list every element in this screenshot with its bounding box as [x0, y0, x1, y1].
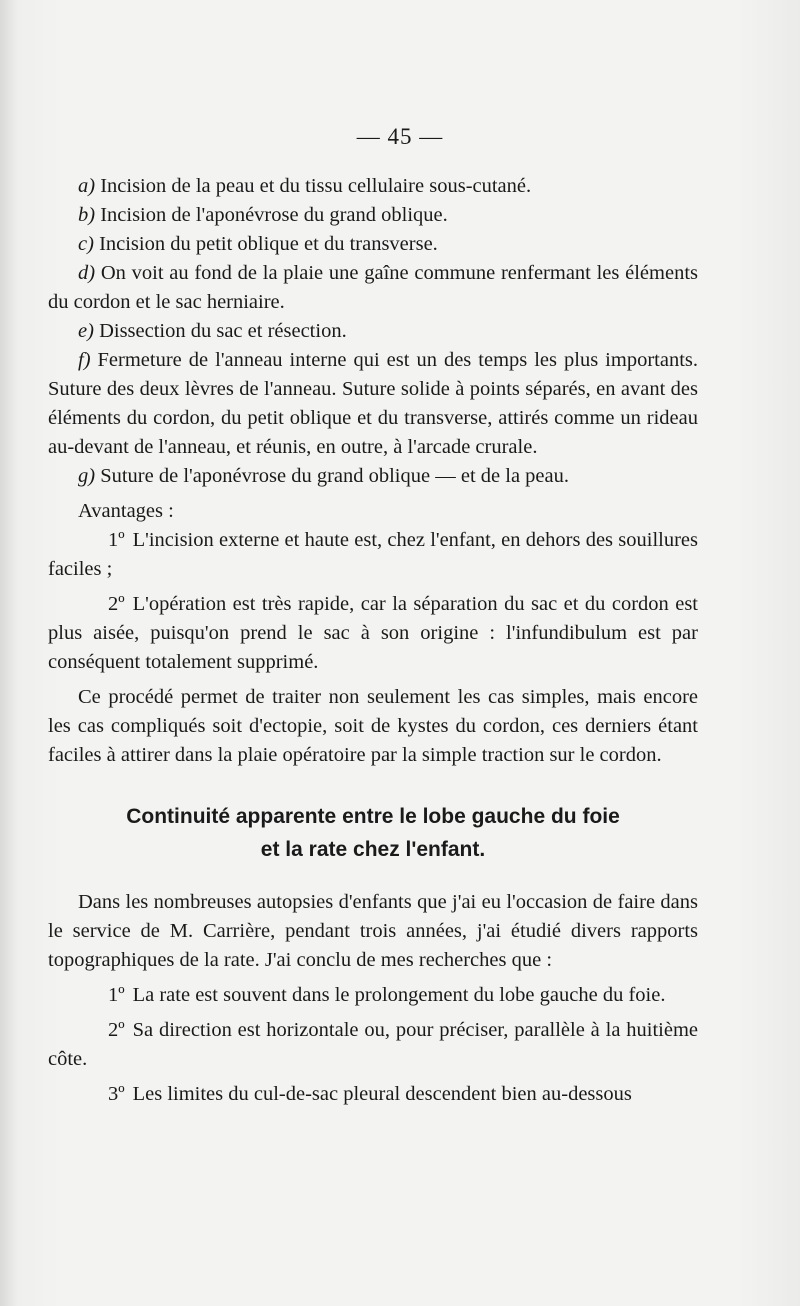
- finding-2: [48, 1016, 698, 1074]
- item-number: 1º: [108, 984, 125, 1006]
- item-text: L'incision externe et haute est, chez l'enfant, en dehors des souillures faciles ;: [48, 529, 698, 580]
- advantages-title: Avantages :: [78, 500, 174, 522]
- step-text: Incision de la peau et du tissu cellulaire sous-cutané.: [100, 175, 532, 197]
- step-a: [48, 172, 698, 201]
- item-number: 3º: [108, 1083, 125, 1105]
- step-c: [48, 230, 698, 259]
- step-marker: f): [78, 349, 91, 371]
- step-e: [48, 317, 698, 346]
- section-heading: [48, 800, 698, 866]
- step-text: Suture de l'aponévrose du grand oblique — et de la peau.: [100, 465, 569, 487]
- step-marker: b): [78, 204, 96, 226]
- step-text: Dissection du sac et résection.: [99, 320, 347, 342]
- section-intro: Dans les nombreuses autopsies d'enfants que j'ai eu l'occasion de faire dans le service de M. Carrière, pendant trois années, j'ai étudié divers rapports topographiques de la rate. J'ai conclu de mes recherches que :: [48, 891, 698, 971]
- section-title-line-1: Continuité apparente entre le lobe gauche du foie: [126, 805, 620, 828]
- item-text: La rate est souvent dans le prolongement du lobe gauche du foie.: [132, 984, 666, 1006]
- step-marker: c): [78, 233, 94, 255]
- item-text: Les limites du cul-de-sac pleural descendent bien au-dessous: [132, 1083, 632, 1105]
- item-number: 2º: [108, 1019, 125, 1041]
- step-marker: d): [78, 262, 96, 284]
- step-text: Fermeture de l'anneau interne qui est un des temps les plus importants. Suture des deux lèvres de l'anneau. Suture solide à points séparés, en avant des éléments du cordon, du petit oblique et du transverse, attirés comme un rideau au-devant de l'anneau, et réunis, en outre, à l'arcade crurale.: [48, 349, 698, 458]
- step-text: Incision du petit oblique et du transverse.: [99, 233, 438, 255]
- item-number: 2º: [108, 593, 125, 615]
- step-marker: a): [78, 175, 96, 197]
- step-marker: e): [78, 320, 94, 342]
- advantage-1: [48, 526, 698, 584]
- section-title-line-2: et la rate chez l'enfant.: [260, 838, 486, 861]
- page-number: — 45 —: [356, 124, 444, 149]
- item-number: 1º: [108, 529, 125, 551]
- step-f: [48, 346, 698, 462]
- advantage-2: [48, 590, 698, 677]
- item-text: L'opération est très rapide, car la séparation du sac et du cordon est plus aisée, puisqu'on prend le sac à son origine : l'infundibulum est par conséquent totalement supprimé.: [48, 593, 698, 673]
- step-text: On voit au fond de la plaie une gaîne commune renfermant les éléments du cordon et le sac herniaire.: [48, 262, 698, 313]
- step-text: Incision de l'aponévrose du grand oblique.: [100, 204, 448, 226]
- item-text: Sa direction est horizontale ou, pour préciser, parallèle à la huitième côte.: [48, 1019, 698, 1070]
- step-d: [48, 259, 698, 317]
- step-g: [48, 462, 698, 491]
- body-text: [48, 172, 698, 1109]
- step-marker: g): [78, 465, 96, 487]
- finding-3: [48, 1080, 698, 1109]
- step-b: [48, 201, 698, 230]
- finding-1: [48, 981, 698, 1010]
- advantages-conclusion: Ce procédé permet de traiter non seulement les cas simples, mais encore les cas compliqués soit d'ectopie, soit de kystes du cordon, ces derniers étant faciles à attirer dans la plaie opératoire par la simple traction sur le cordon.: [48, 686, 698, 766]
